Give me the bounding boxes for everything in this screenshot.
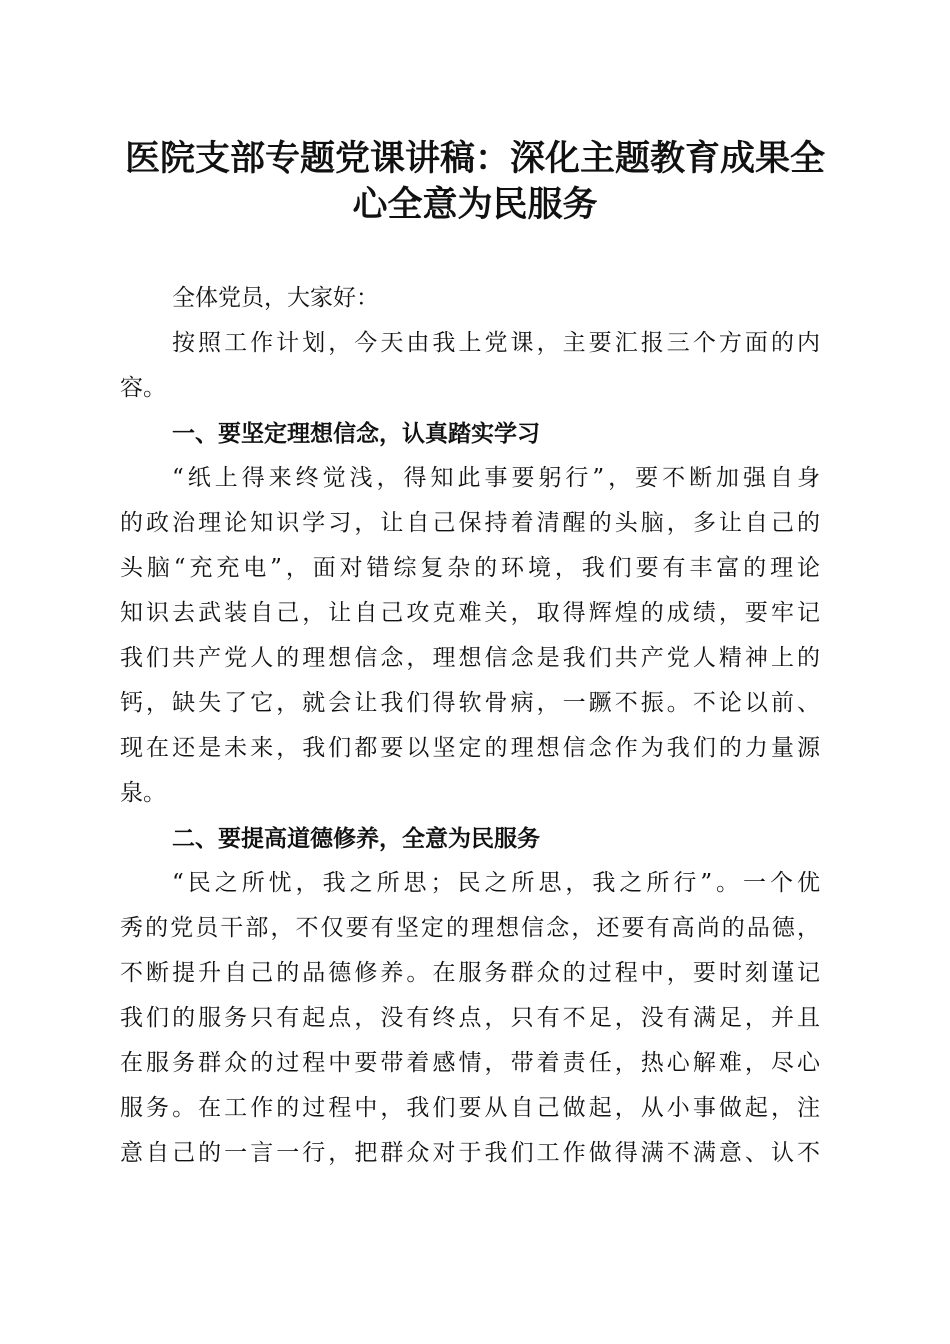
paragraph-line: 我们的服务只有起点，没有终点，只有不足，没有满足，并且 xyxy=(120,1005,820,1031)
section-1-heading: 一、要坚定理想信念，认真踏实学习 xyxy=(172,420,540,447)
paragraph-line: 意自己的一言一行，把群众对于我们工作做得满不满意、认不 xyxy=(120,1140,820,1166)
paragraph-line: 头脑“充充电”，面对错综复杂的环境，我们要有丰富的理论 xyxy=(120,555,820,581)
paragraph-line: 现在还是未来，我们都要以坚定的理想信念作为我们的力量源 xyxy=(120,735,820,761)
document-title xyxy=(110,136,840,228)
paragraph-line: “纸上得来终觉浅，得知此事要躬行”，要不断加强自身 xyxy=(172,465,820,491)
paragraph-line: 知识去武装自己，让自己攻克难关，取得辉煌的成绩，要牢记 xyxy=(120,600,820,626)
paragraph-line: 服务。在工作的过程中，我们要从自己做起，从小事做起，注 xyxy=(120,1095,820,1121)
intro-line: 按照工作计划，今天由我上党课，主要汇报三个方面的内 xyxy=(172,330,820,356)
document-body xyxy=(120,276,820,1176)
title-line: 心全意为民服务 xyxy=(352,184,598,225)
greeting: 全体党员，大家好： xyxy=(172,285,379,311)
paragraph-line: 我们共产党人的理想信念，理想信念是我们共产党人精神上的 xyxy=(120,645,820,671)
paragraph-line: 钙，缺失了它，就会让我们得软骨病，一蹶不振。不论以前、 xyxy=(120,690,820,716)
paragraph-line: 秀的党员干部，不仅要有坚定的理想信念，还要有高尚的品德， xyxy=(120,915,820,941)
section-2-heading: 二、要提高道德修养，全意为民服务 xyxy=(172,825,540,852)
intro-line: 容。 xyxy=(120,375,166,401)
paragraph-line: 不断提升自己的品德修养。在服务群众的过程中，要时刻谨记 xyxy=(120,960,820,986)
paragraph-line: 在服务群众的过程中要带着感情，带着责任，热心解难，尽心 xyxy=(120,1050,820,1076)
paragraph-line: “民之所忧，我之所思；民之所思，我之所行”。一个优 xyxy=(172,870,820,896)
paragraph-line: 的政治理论知识学习，让自己保持着清醒的头脑，多让自己的 xyxy=(120,510,820,536)
title-line: 医院支部专题党课讲稿：深化主题教育成果全 xyxy=(124,138,825,179)
paragraph-line: 泉。 xyxy=(120,780,166,806)
